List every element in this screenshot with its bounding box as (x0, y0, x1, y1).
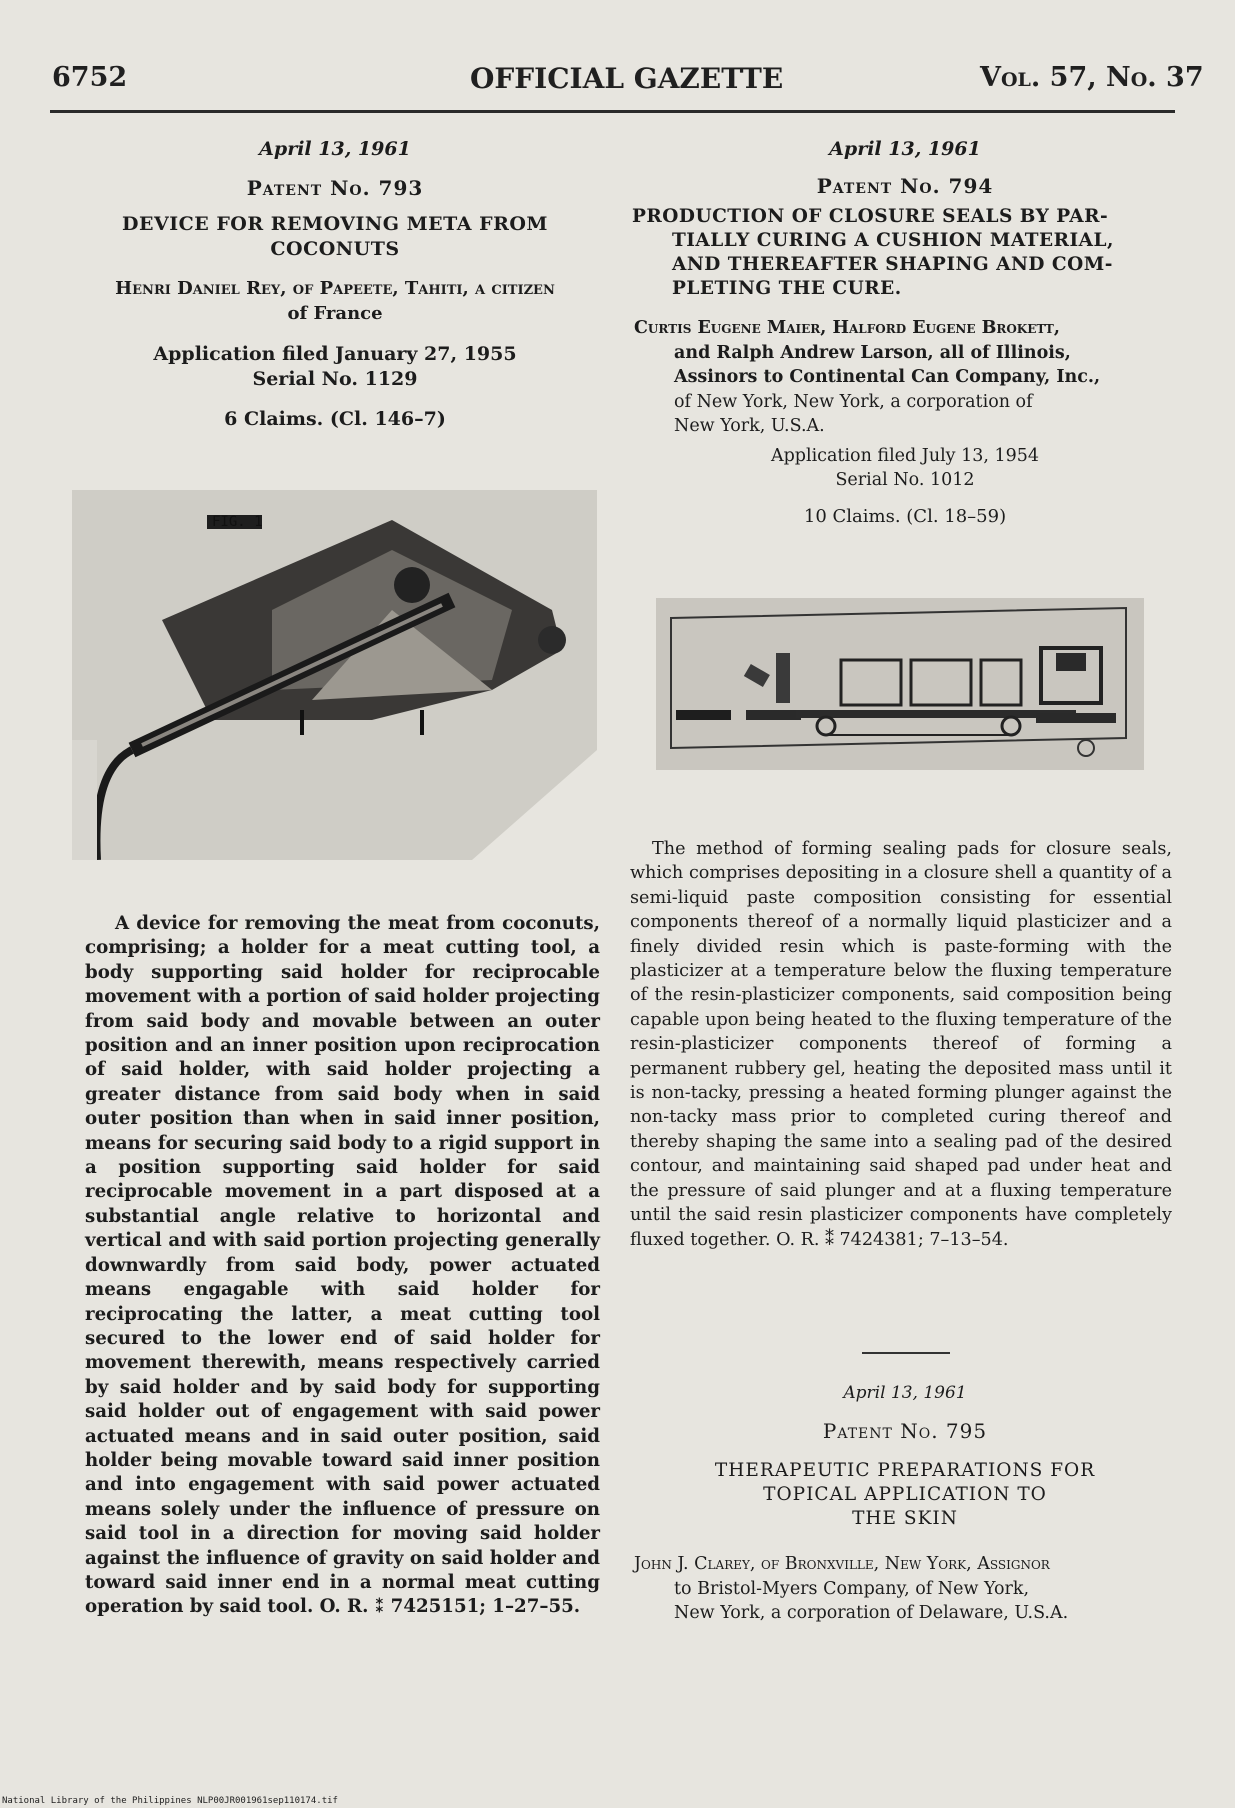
inventor-line: of New York, New York, a corporation of (674, 391, 1033, 412)
title-line: DEVICE FOR REMOVING META FROM (122, 213, 548, 235)
patent-793-inventor (55, 276, 615, 326)
patent-793-figure (72, 490, 597, 860)
page-number: 6752 (52, 62, 128, 93)
patent-793-filed (55, 342, 615, 392)
serial-line: Serial No. 1129 (252, 368, 418, 390)
inventor-line: of France (287, 303, 383, 324)
inventor-line: John J. Clarey, of Bronxville, New York, Assignor (634, 1554, 1050, 1574)
patent-793-number: Patent No. 793 (246, 176, 424, 200)
publication-title: OFFICIAL GAZETTE (470, 62, 784, 95)
patent-794-abstract: The method of forming sealing pads for closure seals, which comprises depositing in a closure shell a quantity of a semi-liquid paste composition consisting for essential components thereof of a normally liquid plasticizer and a finely divided resin which is paste-forming with the plasticizer at a temperature below the fluxing temperature of the resin-plasticizer components, said composition being capable upon being heated to the fluxing temperature of the resin-plasticizer components thereof of forming a permanent rubbery gel, heating the deposited mass until it is non-tacky, pressing a heated forming plunger against the non-tacky mass prior to completed curing thereof and thereby shaping the same into a sealing pad of the desired contour, and maintaining said shaped pad under heat and the pressure of said plunger and at a fluxing temperature until the said resin plasticizer components have completely fluxed together. O. R. ⁑ 7424381; 7–13–54. (630, 839, 1172, 1250)
volume-number: Vol. 57, No. 37 (980, 62, 1204, 93)
inventor-line: New York, U.S.A. (674, 416, 825, 436)
patent-794-number: Patent No. 794 (816, 174, 994, 198)
title-line: THE SKIN (852, 1508, 958, 1529)
patent-795-number: Patent No. 795 (822, 1419, 988, 1443)
patent-793-title (55, 212, 615, 262)
coconut-device-drawing (72, 490, 597, 860)
inventor-line: Henri Daniel Rey, of Papeete, Tahiti, a citizen (115, 278, 555, 299)
section-separator (862, 1352, 950, 1354)
inventor-line: Assinors to Continental Can Company, Inc., (674, 367, 1101, 387)
patent-795-inventor (634, 1552, 1174, 1626)
patent-793-date: April 13, 1961 (259, 138, 411, 160)
patent-794-filing (680, 444, 1130, 527)
filed-line: Application filed January 27, 1955 (153, 343, 517, 365)
inventor-line: Curtis Eugene Maier, Halford Eugene Brokett, (634, 318, 1060, 338)
title-line: THERAPEUTIC PREPARATIONS FOR (714, 1460, 1096, 1481)
title-line: TIALLY CURING A CUSHION MATERIAL, (672, 230, 1114, 251)
patent-794-heading (640, 138, 1170, 198)
patent-795-title (640, 1459, 1170, 1531)
inventor-line: to Bristol-Myers Company, of New York, (674, 1578, 1030, 1599)
patent-793-claims: 6 Claims. (Cl. 146–7) (224, 408, 446, 430)
patent-794-filed (680, 444, 1130, 492)
title-line: PRODUCTION OF CLOSURE SEALS BY PAR- (632, 206, 1109, 227)
patent-794-inventor (634, 316, 1174, 439)
inventor-line: New York, a corporation of Delaware, U.S.A. (674, 1603, 1069, 1623)
patent-794-title (632, 205, 1172, 301)
patent-793-abstract: A device for removing the meat from coconuts, comprising; a holder for a meat cutting tool, a body supporting said holder for reciprocable movement with a portion of said holder projecting from said body and movable between an outer position and an inner position upon reciprocation of said holder, with said holder projecting a greater distance from said body when in said outer position than when in said inner position, means for securing said body to a rigid support in a position supporting said holder for said reciprocable movement in a part disposed at a substantial angle relative to horizontal and vertical and with said portion projecting generally downwardly from said body, power actuated means engagable with said holder for reciprocating the latter, a meat cutting tool secured to the lower end of said holder for movement therewith, means respectively carried by said holder and by said body for supporting said holder out of engagement with said power actuated means and in said outer position, said holder being movable toward said inner position and into engagement with said power actuated means solely under the influence of pressure on said tool in a direction for moving said holder against the influence of gravity on said holder and toward said inner end in a normal meat cutting operation by said tool. O. R. ⁑ 7425151; 1–27–55. (85, 913, 600, 1618)
scan-footer: National Library of the Philippines NLP00JR001961sep110174.tif (2, 1796, 338, 1806)
header-rule (50, 110, 1175, 113)
patent-795-heading (640, 1383, 1170, 1531)
title-line: COCONUTS (270, 238, 400, 260)
title-line: AND THEREAFTER SHAPING AND COM- (672, 254, 1113, 275)
filed-line: Application filed July 13, 1954 (770, 446, 1040, 466)
figure-label: FIG. 1 (212, 514, 263, 530)
patent-794-date: April 13, 1961 (829, 138, 981, 160)
title-line: PLETING THE CURE. (672, 278, 902, 299)
serial-line: Serial No. 1012 (835, 470, 975, 490)
title-line: TOPICAL APPLICATION TO (763, 1484, 1047, 1505)
inventor-line: and Ralph Andrew Larson, all of Illinois, (674, 342, 1071, 363)
patent-794-figure (656, 598, 1144, 770)
closure-seal-apparatus-drawing (656, 598, 1144, 770)
patent-794-claims: 10 Claims. (Cl. 18–59) (803, 506, 1007, 527)
patent-795-date: April 13, 1961 (843, 1383, 967, 1403)
patent-793-heading (55, 138, 615, 430)
